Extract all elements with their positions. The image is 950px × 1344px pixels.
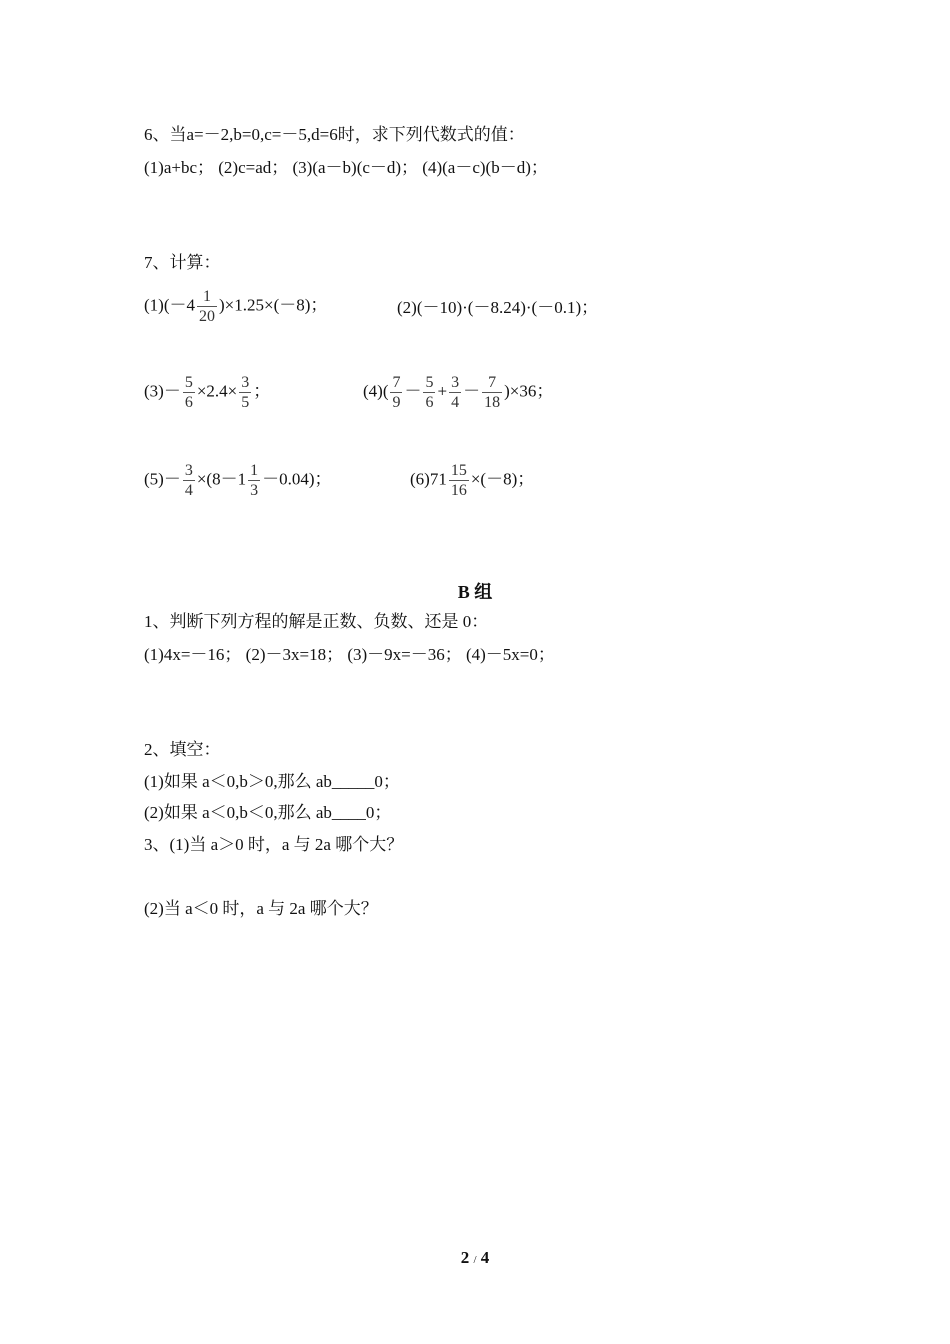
group-b-title: B 组 <box>457 582 493 602</box>
fraction: $\frac{3}{4}$ <box>184 462 193 499</box>
fraction: $\frac{1}{3}$ <box>250 462 259 499</box>
q6-parts: (1)a+bc； (2)c=ad； (3)(a－b)(c－d)； (4)(a－c)(b－d)； <box>144 158 548 177</box>
fraction: $\frac{3}{4}$ <box>451 374 460 411</box>
q7-stem: 7、计算： <box>144 253 221 272</box>
q7-p2: (2)(－10)·(－8.24)·(－0.1)； <box>397 298 599 317</box>
b-q1-stem: 1、判断下列方程的解是正数、负数、还是 0： <box>144 612 489 631</box>
fraction: $\frac{5}{6}$ <box>184 374 193 411</box>
q7-p6: (6)71 $\frac{15}{16}$ ×(－8)； <box>410 462 535 499</box>
q7-p5: (5)－ $\frac{3}{4}$ ×(8－1 $\frac{1}{3}$ －0.04)； <box>144 462 332 499</box>
fraction: $\frac{1}{20}$ <box>198 288 215 325</box>
page-number: 2 / 4 <box>460 1248 490 1267</box>
fraction: $\frac{7}{18}$ <box>484 374 501 411</box>
fraction: $\frac{3}{5}$ <box>241 374 250 411</box>
fraction: $\frac{5}{6}$ <box>425 374 434 411</box>
q7-p3: (3)－ $\frac{5}{6}$ ×2.4× $\frac{3}{5}$ ； <box>144 374 271 411</box>
b-q2-stem: 2、填空： <box>144 740 221 759</box>
b-q2-p1: (1)如果 a＜0,b＞0,那么 ab_____0； <box>144 772 400 791</box>
b-q3-p2: (2)当 a＜0 时，a 与 2a 哪个大？ <box>144 899 378 918</box>
fraction: $\frac{7}{9}$ <box>392 374 401 411</box>
q7-p4: (4)( $\frac{7}{9}$ － $\frac{5}{6}$ + $\frac{3}{4}$ － $\frac{7}{18}$ )×36； <box>363 374 554 411</box>
q7-p1: (1)(－4 $\frac{1}{20}$ )×1.25×(－8)； <box>144 288 328 325</box>
b-q1-parts: (1)4x=－16； (2)－3x=18； (3)－9x=－36； (4)－5x=0； <box>144 645 555 664</box>
b-q3-p1: 3、(1)当 a＞0 时，a 与 2a 哪个大？ <box>144 835 404 854</box>
fraction: $\frac{15}{16}$ <box>450 462 467 499</box>
q6-stem: 6、当a=－2,b=0,c=－5,d=6时，求下列代数式的值： <box>144 125 525 144</box>
b-q2-p2: (2)如果 a＜0,b＜0,那么 ab____0； <box>144 803 392 822</box>
